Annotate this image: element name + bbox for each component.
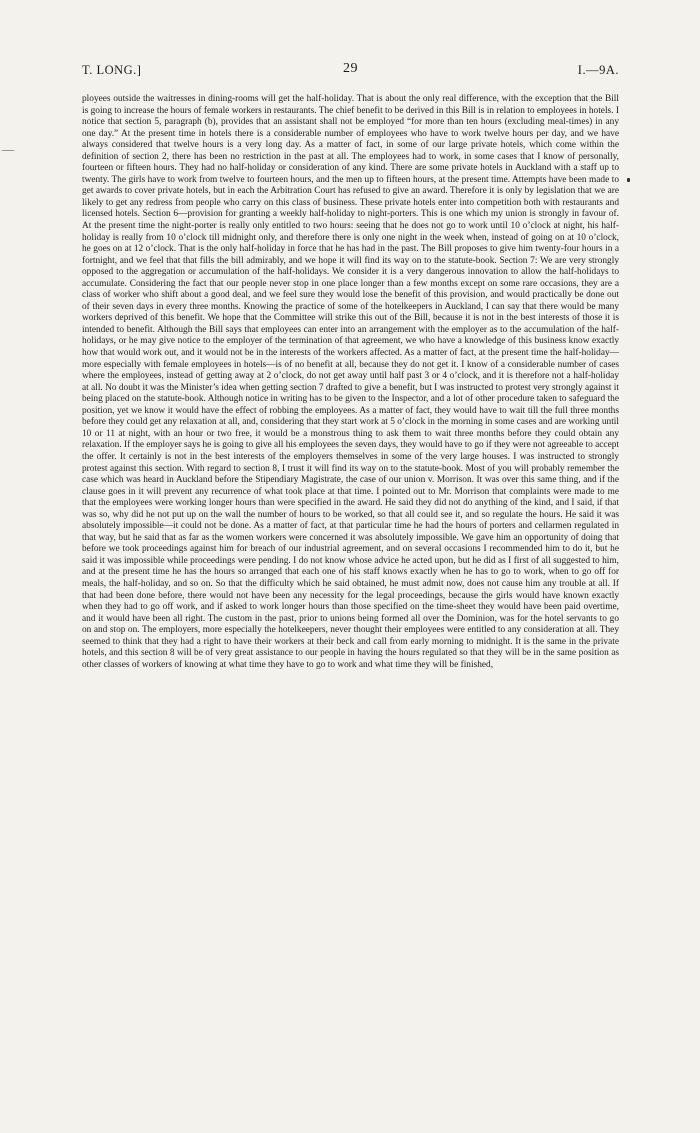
document-reference: I.—9A.: [577, 63, 619, 77]
page-header: [82, 63, 619, 79]
page-number: 29: [343, 61, 358, 76]
header-author: T. LONG.]: [82, 63, 142, 77]
margin-mark: —: [2, 142, 14, 156]
margin-dot: [627, 178, 630, 182]
body-paragraph: ployees outside the waitresses in dining-rooms will get the half-holiday. That is about the only real difference, with the exception that the Bill is going to increase the hours of female workers in restaurants. The chief benefit to be derived in this Bill is in relation to employees in hotels. I notice that section 5, paragraph (b), provides that an assistant shall not be employed “for more than ten hours (excluding meal-times) in any one day.” At the present time in hotels there is a considerable number of employees who have to work twelve hours per day, and we have always considered that twelve hours is a very long day. As a matter of fact, in some of our large private hotels, which come within the definition of section 2, there has been no restriction in the past at all. The employees had to work, in some cases that I know of personally, fourteen or fifteen hours. They had no half-holiday or consideration of any kind. There are some private hotels in Auckland with a staff up to twenty. The girls have to work from twelve to fourteen hours, and the men up to fifteen hours, at the present time. Attempts have been made to get awards to cover private hotels, but in each the Arbitration Court has refused to give an award. Therefore it is only by legislation that we are likely to get any redress from people who carry on this class of business. These private hotels enter into competition both with restaurants and licensed hotels. Section 6—provision for granting a weekly half-holiday to night-porters. This is one which my union is strongly in favour of. At the present time the night-porter is really only entitled to two hours: seeing that he does not go to work until 10 o’clock at night, his half-holiday is really from 10 o’clock till midnight only, and therefore there is only one night in the week when, instead of going on at 10 o’clock, he goes on at 12 o’clock. That is the only half-holiday in force that he has had in the past. The Bill proposes to give him twenty-four hours in a fortnight, and we feel that that fills the bill admirably, and we hope it will find its way on to the statute-book. Section 7: We are very strongly opposed to the aggregation or accumulation of the half-holidays. We consider it is a very dangerous innovation to allow the half-holidays to accumulate. Considering the fact that our people never stop in one place longer than a few months except on some rare occasions, they are a class of worker who shift about a good deal, and we feel sure they would lose the benefit of this provision, and would practically be done out of their seven days in every three months. Knowing the practice of some of the hotelkeepers in Auckland, I can say that there would be many workers deprived of this benefit. We hope that the Committee will strike this out of the Bill, because it is not in the best interests of those it is intended to benefit. Although the Bill says that employees can enter into an arrangement with the employer as to the accumulation of the half-holidays, or he may give notice to the employer of the termination of that agreement, we who have a knowledge of this business know exactly how that would work out, and it would not be in the interests of the workers affected. As a matter of fact, at the present time the half-holiday—more especially with female employees in hotels—is of no benefit at all, because they do not get it. I know of a considerable number of cases where the employees, instead of getting away at 2 o’clock, do not get away until half past 3 or 4 o’clock, and it is therefore not a half-holiday at all. No doubt it was the Minister’s idea when getting section 7 drafted to give a benefit, but I was instructed to protest very strongly against it being placed on the statute-book. Although notice in writing has to be given to the Inspector, and a lot of other procedure taken to safeguard the position, yet we know it would have the effect of robbing the employees. As a matter of fact, they would have to wait till the full three months before they could get any relaxation at all, and, considering that they start work at 5 o’clock in the morning in some cases and are working until 10 or 11 at night, with an hour or two free, it would be a monstrous thing to ask them to wait three months before they could obtain any relaxation. If the employer says he is going to give all his employees the seven days, they would have to go if they were not agreeable to accept the offer. It certainly is not in the best interests of the employers themselves in some of the very large houses. I was instructed to strongly protest against this section. With regard to section 8, I trust it will find its way on to the statute-book. Most of you will probably remember the case which was heard in Auckland before the Stipendiary Magistrate, the case of our union v. Morrison. It was over this same thing, and if the clause goes in it will prevent any recurrence of what took place at that time. I pointed out to Mr. Morrison that complaints were made to me that the employees were working longer hours than were specified in the award. He said they did not do anything of the kind, and I said, if that was so, why did he not put up on the wall the number of hours to be worked, so that all could see it, and so regulate the hours. He said it was absolutely impossible—it could not be done. As a matter of fact, at that particular time he had the hours of porters and cellarmen regulated in that way, but he said that as far as the women workers were concerned it was absolutely impossible. We gave him an opportunity of doing that before we took proceedings against him for breach of our industrial agreement, and on several occasions I recommended him to do it, but he said it was impossible while proceedings were pending. I do not know whose advice he acted upon, but he did as I first of all suggested to him, and at the present time he has the hours so arranged that each one of his staff knows exactly when he has to go to work, when to go off for meals, the half-holiday, and so on. So that the difficulty which he said obtained, he must admit now, does not cause him any trouble at all. If that had been done before, there would not have been any necessity for the legal proceedings, because the girls would have known exactly when they had to go off work, and if asked to work longer hours than those specified on the time-sheet they would have been paid overtime, and it would have been all right. The custom in the past, prior to unions being formed all over the Dominion, was for the hotel servants to go on and stop on. The employers, more especially the hotelkeepers, never thought their employees were entitled to any consideration at all. They seemed to think that they had a right to have their workers at their beck and call from early morning to midnight. It is the same in the private hotels, and this section 8 will be of very great assistance to our people in having the hours regulated so that they will be in the same position as other classes of workers of knowing at what time they have to go to work and what time they will be finished,: [82, 94, 619, 670]
